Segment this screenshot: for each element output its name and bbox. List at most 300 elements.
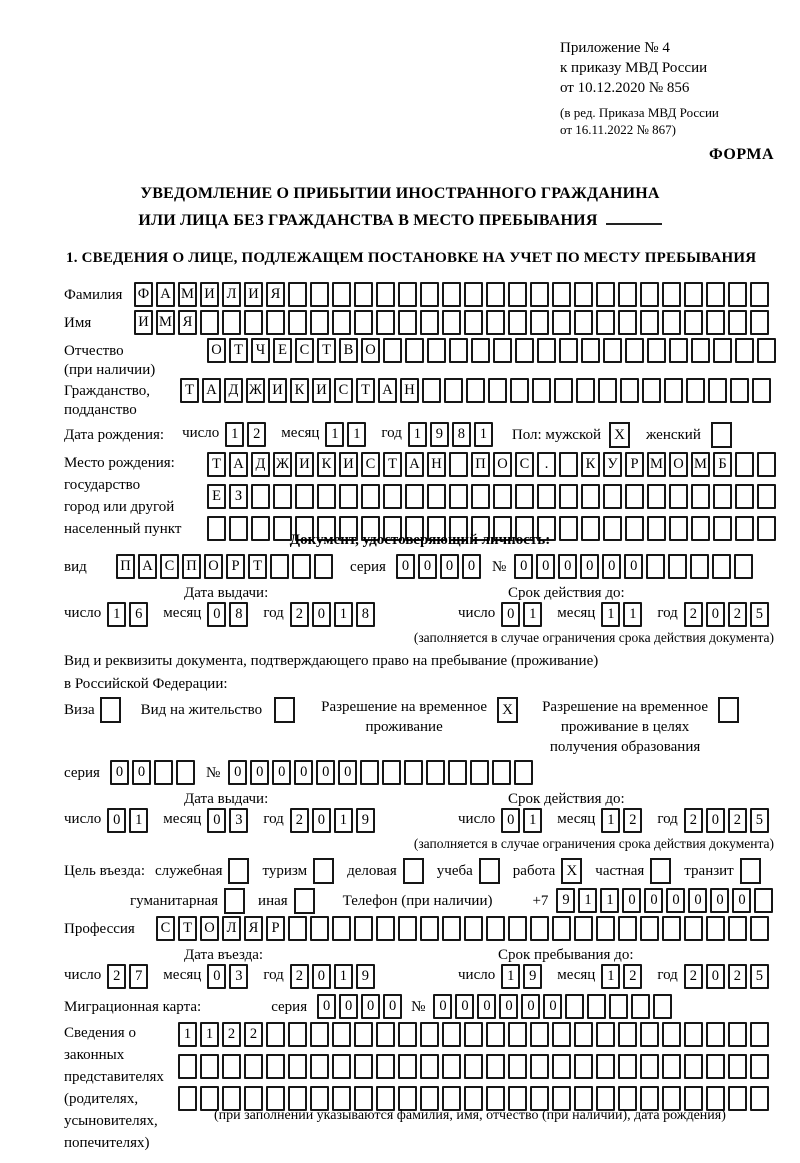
char-box[interactable] — [596, 916, 615, 941]
char-box[interactable] — [647, 338, 666, 363]
char-box[interactable] — [684, 1054, 703, 1079]
char-box[interactable] — [640, 282, 659, 307]
char-box[interactable] — [618, 1022, 637, 1047]
char-box[interactable]: А — [229, 452, 248, 477]
char-box[interactable] — [442, 1054, 461, 1079]
char-box[interactable] — [734, 554, 753, 579]
char-box[interactable]: Н — [427, 452, 446, 477]
char-box[interactable] — [354, 282, 373, 307]
char-box[interactable]: И — [339, 452, 358, 477]
char-box[interactable] — [310, 1022, 329, 1047]
char-box[interactable] — [426, 760, 445, 785]
char-box[interactable] — [295, 484, 314, 509]
char-box[interactable] — [510, 378, 529, 403]
char-box[interactable] — [669, 484, 688, 509]
char-box[interactable] — [713, 338, 732, 363]
char-box[interactable]: 0 — [706, 602, 725, 627]
char-box[interactable] — [642, 378, 661, 403]
char-box[interactable] — [383, 338, 402, 363]
char-box[interactable] — [332, 282, 351, 307]
char-box[interactable]: 0 — [383, 994, 402, 1019]
char-box[interactable]: 0 — [316, 760, 335, 785]
char-box[interactable]: 0 — [312, 808, 331, 833]
char-box[interactable] — [728, 282, 747, 307]
purpose-option-checkbox[interactable] — [228, 858, 249, 884]
char-box[interactable] — [398, 282, 417, 307]
char-box[interactable]: И — [200, 282, 219, 307]
char-box[interactable]: 0 — [706, 808, 725, 833]
char-box[interactable] — [596, 1054, 615, 1079]
char-box[interactable] — [603, 484, 622, 509]
char-box[interactable] — [684, 310, 703, 335]
temp-permit-edu-checkbox[interactable] — [718, 697, 739, 723]
char-box[interactable] — [530, 282, 549, 307]
char-box[interactable] — [581, 484, 600, 509]
char-box[interactable]: С — [156, 916, 175, 941]
char-box[interactable] — [442, 282, 461, 307]
char-box[interactable]: 2 — [107, 964, 126, 989]
char-box[interactable] — [620, 378, 639, 403]
char-box[interactable] — [222, 310, 241, 335]
char-box[interactable]: 2 — [684, 808, 703, 833]
char-box[interactable] — [609, 994, 628, 1019]
char-box[interactable] — [576, 378, 595, 403]
char-box[interactable] — [712, 554, 731, 579]
char-box[interactable] — [332, 1054, 351, 1079]
char-box[interactable] — [514, 760, 533, 785]
char-box[interactable] — [405, 484, 424, 509]
char-box[interactable]: 2 — [290, 602, 309, 627]
char-box[interactable] — [581, 338, 600, 363]
char-box[interactable]: М — [156, 310, 175, 335]
char-box[interactable] — [618, 1054, 637, 1079]
char-box[interactable] — [376, 310, 395, 335]
char-box[interactable] — [488, 378, 507, 403]
char-box[interactable]: З — [229, 484, 248, 509]
char-box[interactable] — [559, 484, 578, 509]
char-box[interactable] — [735, 452, 754, 477]
char-box[interactable]: Ж — [246, 378, 265, 403]
char-box[interactable]: 0 — [501, 602, 520, 627]
char-box[interactable]: 2 — [728, 602, 747, 627]
char-box[interactable] — [427, 338, 446, 363]
char-box[interactable]: Ч — [251, 338, 270, 363]
char-box[interactable] — [444, 378, 463, 403]
char-box[interactable]: 0 — [317, 994, 336, 1019]
char-box[interactable] — [603, 338, 622, 363]
char-box[interactable]: В — [339, 338, 358, 363]
purpose-option-checkbox[interactable] — [479, 858, 500, 884]
char-box[interactable]: И — [268, 378, 287, 403]
char-box[interactable] — [292, 554, 311, 579]
char-box[interactable] — [354, 1022, 373, 1047]
char-box[interactable]: 1 — [623, 602, 642, 627]
char-box[interactable] — [552, 310, 571, 335]
char-box[interactable]: 1 — [601, 964, 620, 989]
char-box[interactable] — [618, 282, 637, 307]
char-box[interactable]: 0 — [338, 760, 357, 785]
char-box[interactable] — [574, 1022, 593, 1047]
char-box[interactable] — [376, 1022, 395, 1047]
char-box[interactable] — [493, 484, 512, 509]
purpose-option-checkbox[interactable] — [403, 858, 424, 884]
char-box[interactable] — [706, 1022, 725, 1047]
char-box[interactable]: 5 — [750, 808, 769, 833]
char-box[interactable]: 2 — [222, 1022, 241, 1047]
char-box[interactable]: Т — [207, 452, 226, 477]
char-box[interactable]: 0 — [361, 994, 380, 1019]
purpose-option-checkbox[interactable] — [650, 858, 671, 884]
char-box[interactable] — [382, 760, 401, 785]
char-box[interactable]: 0 — [477, 994, 496, 1019]
char-box[interactable]: 0 — [207, 964, 226, 989]
char-box[interactable] — [508, 310, 527, 335]
char-box[interactable] — [361, 484, 380, 509]
char-box[interactable]: 0 — [418, 554, 437, 579]
char-box[interactable] — [662, 916, 681, 941]
char-box[interactable] — [750, 1022, 769, 1047]
char-box[interactable] — [706, 282, 725, 307]
char-box[interactable] — [662, 310, 681, 335]
char-box[interactable] — [176, 760, 195, 785]
char-box[interactable] — [442, 1022, 461, 1047]
char-box[interactable] — [442, 916, 461, 941]
char-box[interactable] — [449, 452, 468, 477]
char-box[interactable]: 0 — [543, 994, 562, 1019]
char-box[interactable] — [640, 310, 659, 335]
char-box[interactable] — [266, 1022, 285, 1047]
char-box[interactable] — [587, 994, 606, 1019]
char-box[interactable]: Ж — [273, 452, 292, 477]
char-box[interactable]: 1 — [334, 602, 353, 627]
char-box[interactable] — [647, 484, 666, 509]
char-box[interactable]: С — [334, 378, 353, 403]
char-box[interactable] — [532, 378, 551, 403]
char-box[interactable] — [398, 1022, 417, 1047]
char-box[interactable] — [492, 760, 511, 785]
char-box[interactable]: Ф — [134, 282, 153, 307]
char-box[interactable] — [664, 378, 683, 403]
char-box[interactable] — [728, 1054, 747, 1079]
char-box[interactable]: 0 — [514, 554, 533, 579]
char-box[interactable] — [640, 916, 659, 941]
char-box[interactable] — [640, 1022, 659, 1047]
char-box[interactable] — [383, 484, 402, 509]
char-box[interactable] — [464, 916, 483, 941]
char-box[interactable]: К — [290, 378, 309, 403]
char-box[interactable]: 0 — [644, 888, 663, 913]
char-box[interactable]: 0 — [250, 760, 269, 785]
char-box[interactable]: Т — [356, 378, 375, 403]
char-box[interactable]: 2 — [244, 1022, 263, 1047]
char-box[interactable]: 8 — [452, 422, 471, 447]
char-box[interactable]: Е — [207, 484, 226, 509]
char-box[interactable]: С — [295, 338, 314, 363]
char-box[interactable] — [314, 554, 333, 579]
char-box[interactable]: 2 — [728, 808, 747, 833]
char-box[interactable] — [625, 338, 644, 363]
char-box[interactable] — [508, 916, 527, 941]
char-box[interactable]: 1 — [474, 422, 493, 447]
char-box[interactable]: 0 — [207, 808, 226, 833]
char-box[interactable] — [200, 310, 219, 335]
char-box[interactable] — [448, 760, 467, 785]
char-box[interactable] — [691, 338, 710, 363]
char-box[interactable]: О — [669, 452, 688, 477]
char-box[interactable] — [640, 1054, 659, 1079]
char-box[interactable]: 0 — [624, 554, 643, 579]
char-box[interactable] — [653, 994, 672, 1019]
char-box[interactable] — [471, 338, 490, 363]
visa-checkbox[interactable] — [100, 697, 121, 723]
char-box[interactable]: О — [204, 554, 223, 579]
char-box[interactable] — [552, 916, 571, 941]
char-box[interactable] — [691, 484, 710, 509]
char-box[interactable] — [559, 452, 578, 477]
char-box[interactable]: 8 — [356, 602, 375, 627]
char-box[interactable]: Б — [713, 452, 732, 477]
char-box[interactable]: 0 — [207, 602, 226, 627]
char-box[interactable]: 0 — [499, 994, 518, 1019]
char-box[interactable] — [662, 282, 681, 307]
char-box[interactable] — [422, 378, 441, 403]
char-box[interactable] — [449, 484, 468, 509]
char-box[interactable] — [596, 282, 615, 307]
char-box[interactable] — [200, 1054, 219, 1079]
char-box[interactable]: 9 — [430, 422, 449, 447]
char-box[interactable]: 9 — [356, 808, 375, 833]
char-box[interactable] — [288, 282, 307, 307]
char-box[interactable] — [708, 378, 727, 403]
char-box[interactable] — [464, 310, 483, 335]
char-box[interactable]: 2 — [623, 964, 642, 989]
char-box[interactable] — [530, 1022, 549, 1047]
char-box[interactable]: 0 — [666, 888, 685, 913]
char-box[interactable] — [625, 484, 644, 509]
char-box[interactable]: 0 — [110, 760, 129, 785]
char-box[interactable]: М — [647, 452, 666, 477]
char-box[interactable] — [405, 338, 424, 363]
char-box[interactable]: 0 — [440, 554, 459, 579]
char-box[interactable]: 1 — [347, 422, 366, 447]
char-box[interactable] — [713, 484, 732, 509]
char-box[interactable]: У — [603, 452, 622, 477]
char-box[interactable] — [552, 282, 571, 307]
char-box[interactable]: Л — [222, 282, 241, 307]
char-box[interactable] — [598, 378, 617, 403]
char-box[interactable] — [427, 484, 446, 509]
char-box[interactable]: 1 — [501, 964, 520, 989]
purpose-option-checkbox[interactable] — [294, 888, 315, 914]
char-box[interactable]: 0 — [455, 994, 474, 1019]
char-box[interactable] — [728, 310, 747, 335]
char-box[interactable]: Т — [248, 554, 267, 579]
char-box[interactable] — [508, 1054, 527, 1079]
char-box[interactable]: Т — [180, 378, 199, 403]
char-box[interactable] — [339, 484, 358, 509]
char-box[interactable]: 1 — [523, 808, 542, 833]
char-box[interactable] — [530, 310, 549, 335]
char-box[interactable] — [735, 484, 754, 509]
char-box[interactable] — [376, 1054, 395, 1079]
char-box[interactable] — [754, 888, 773, 913]
char-box[interactable] — [288, 916, 307, 941]
char-box[interactable] — [420, 1022, 439, 1047]
char-box[interactable] — [559, 338, 578, 363]
char-box[interactable] — [486, 1022, 505, 1047]
char-box[interactable]: 9 — [356, 964, 375, 989]
char-box[interactable] — [537, 338, 556, 363]
char-box[interactable]: 0 — [501, 808, 520, 833]
char-box[interactable]: П — [116, 554, 135, 579]
char-box[interactable] — [574, 282, 593, 307]
char-box[interactable]: С — [361, 452, 380, 477]
char-box[interactable] — [730, 378, 749, 403]
char-box[interactable] — [398, 310, 417, 335]
char-box[interactable] — [508, 282, 527, 307]
char-box[interactable]: 7 — [129, 964, 148, 989]
char-box[interactable] — [574, 310, 593, 335]
char-box[interactable]: 0 — [602, 554, 621, 579]
char-box[interactable] — [530, 916, 549, 941]
char-box[interactable] — [662, 1054, 681, 1079]
char-box[interactable] — [728, 1086, 747, 1111]
char-box[interactable] — [752, 378, 771, 403]
char-box[interactable]: Р — [226, 554, 245, 579]
char-box[interactable] — [668, 554, 687, 579]
purpose-option-checkbox[interactable] — [740, 858, 761, 884]
char-box[interactable]: И — [295, 452, 314, 477]
char-box[interactable]: 0 — [462, 554, 481, 579]
char-box[interactable]: Т — [229, 338, 248, 363]
char-box[interactable] — [684, 282, 703, 307]
char-box[interactable] — [574, 916, 593, 941]
char-box[interactable] — [376, 282, 395, 307]
char-box[interactable]: 1 — [408, 422, 427, 447]
char-box[interactable] — [420, 916, 439, 941]
char-box[interactable]: 1 — [601, 808, 620, 833]
char-box[interactable] — [662, 1022, 681, 1047]
char-box[interactable] — [574, 1054, 593, 1079]
char-box[interactable] — [508, 1022, 527, 1047]
char-box[interactable]: 0 — [272, 760, 291, 785]
char-box[interactable] — [537, 484, 556, 509]
char-box[interactable]: Р — [266, 916, 285, 941]
char-box[interactable] — [530, 1054, 549, 1079]
char-box[interactable] — [288, 1022, 307, 1047]
char-box[interactable]: А — [202, 378, 221, 403]
char-box[interactable] — [750, 1086, 769, 1111]
char-box[interactable]: Р — [625, 452, 644, 477]
char-box[interactable]: 0 — [312, 964, 331, 989]
char-box[interactable] — [251, 484, 270, 509]
char-box[interactable] — [486, 916, 505, 941]
char-box[interactable]: 0 — [312, 602, 331, 627]
char-box[interactable]: Д — [251, 452, 270, 477]
char-box[interactable]: И — [134, 310, 153, 335]
char-box[interactable]: 0 — [732, 888, 751, 913]
char-box[interactable]: П — [471, 452, 490, 477]
char-box[interactable] — [464, 282, 483, 307]
char-box[interactable] — [470, 760, 489, 785]
char-box[interactable]: А — [378, 378, 397, 403]
char-box[interactable] — [486, 282, 505, 307]
char-box[interactable] — [631, 994, 650, 1019]
char-box[interactable]: П — [182, 554, 201, 579]
char-box[interactable] — [332, 916, 351, 941]
char-box[interactable] — [354, 916, 373, 941]
char-box[interactable] — [596, 310, 615, 335]
residence-permit-checkbox[interactable] — [274, 697, 295, 723]
char-box[interactable]: . — [537, 452, 556, 477]
char-box[interactable]: 2 — [290, 808, 309, 833]
char-box[interactable]: 9 — [523, 964, 542, 989]
char-box[interactable] — [706, 310, 725, 335]
char-box[interactable]: Т — [178, 916, 197, 941]
char-box[interactable]: И — [244, 282, 263, 307]
char-box[interactable]: 1 — [601, 602, 620, 627]
char-box[interactable]: К — [581, 452, 600, 477]
char-box[interactable]: 0 — [107, 808, 126, 833]
char-box[interactable]: 2 — [684, 964, 703, 989]
char-box[interactable]: 2 — [623, 808, 642, 833]
char-box[interactable]: Я — [266, 282, 285, 307]
char-box[interactable]: 2 — [290, 964, 309, 989]
char-box[interactable] — [354, 310, 373, 335]
char-box[interactable] — [735, 338, 754, 363]
char-box[interactable]: 2 — [247, 422, 266, 447]
char-box[interactable]: С — [515, 452, 534, 477]
char-box[interactable]: Н — [400, 378, 419, 403]
purpose-option-checkbox[interactable] — [313, 858, 334, 884]
char-box[interactable] — [288, 310, 307, 335]
char-box[interactable]: А — [138, 554, 157, 579]
char-box[interactable]: 1 — [334, 808, 353, 833]
char-box[interactable]: 0 — [622, 888, 641, 913]
char-box[interactable]: 3 — [229, 808, 248, 833]
char-box[interactable] — [398, 916, 417, 941]
char-box[interactable]: 9 — [556, 888, 575, 913]
char-box[interactable] — [554, 378, 573, 403]
char-box[interactable] — [706, 916, 725, 941]
char-box[interactable] — [420, 282, 439, 307]
char-box[interactable]: Д — [224, 378, 243, 403]
char-box[interactable] — [273, 484, 292, 509]
char-box[interactable] — [154, 760, 173, 785]
char-box[interactable]: 0 — [688, 888, 707, 913]
char-box[interactable] — [515, 338, 534, 363]
char-box[interactable] — [266, 1054, 285, 1079]
char-box[interactable] — [684, 1022, 703, 1047]
char-box[interactable]: 0 — [132, 760, 151, 785]
char-box[interactable]: И — [312, 378, 331, 403]
char-box[interactable] — [310, 310, 329, 335]
char-box[interactable]: О — [200, 916, 219, 941]
char-box[interactable] — [420, 310, 439, 335]
char-box[interactable]: Л — [222, 916, 241, 941]
char-box[interactable] — [684, 916, 703, 941]
char-box[interactable] — [486, 310, 505, 335]
char-box[interactable] — [420, 1054, 439, 1079]
char-box[interactable]: 1 — [225, 422, 244, 447]
char-box[interactable]: 0 — [521, 994, 540, 1019]
char-box[interactable]: 0 — [228, 760, 247, 785]
char-box[interactable]: 1 — [334, 964, 353, 989]
char-box[interactable]: 1 — [200, 1022, 219, 1047]
char-box[interactable] — [565, 994, 584, 1019]
char-box[interactable] — [596, 1022, 615, 1047]
char-box[interactable] — [646, 554, 665, 579]
